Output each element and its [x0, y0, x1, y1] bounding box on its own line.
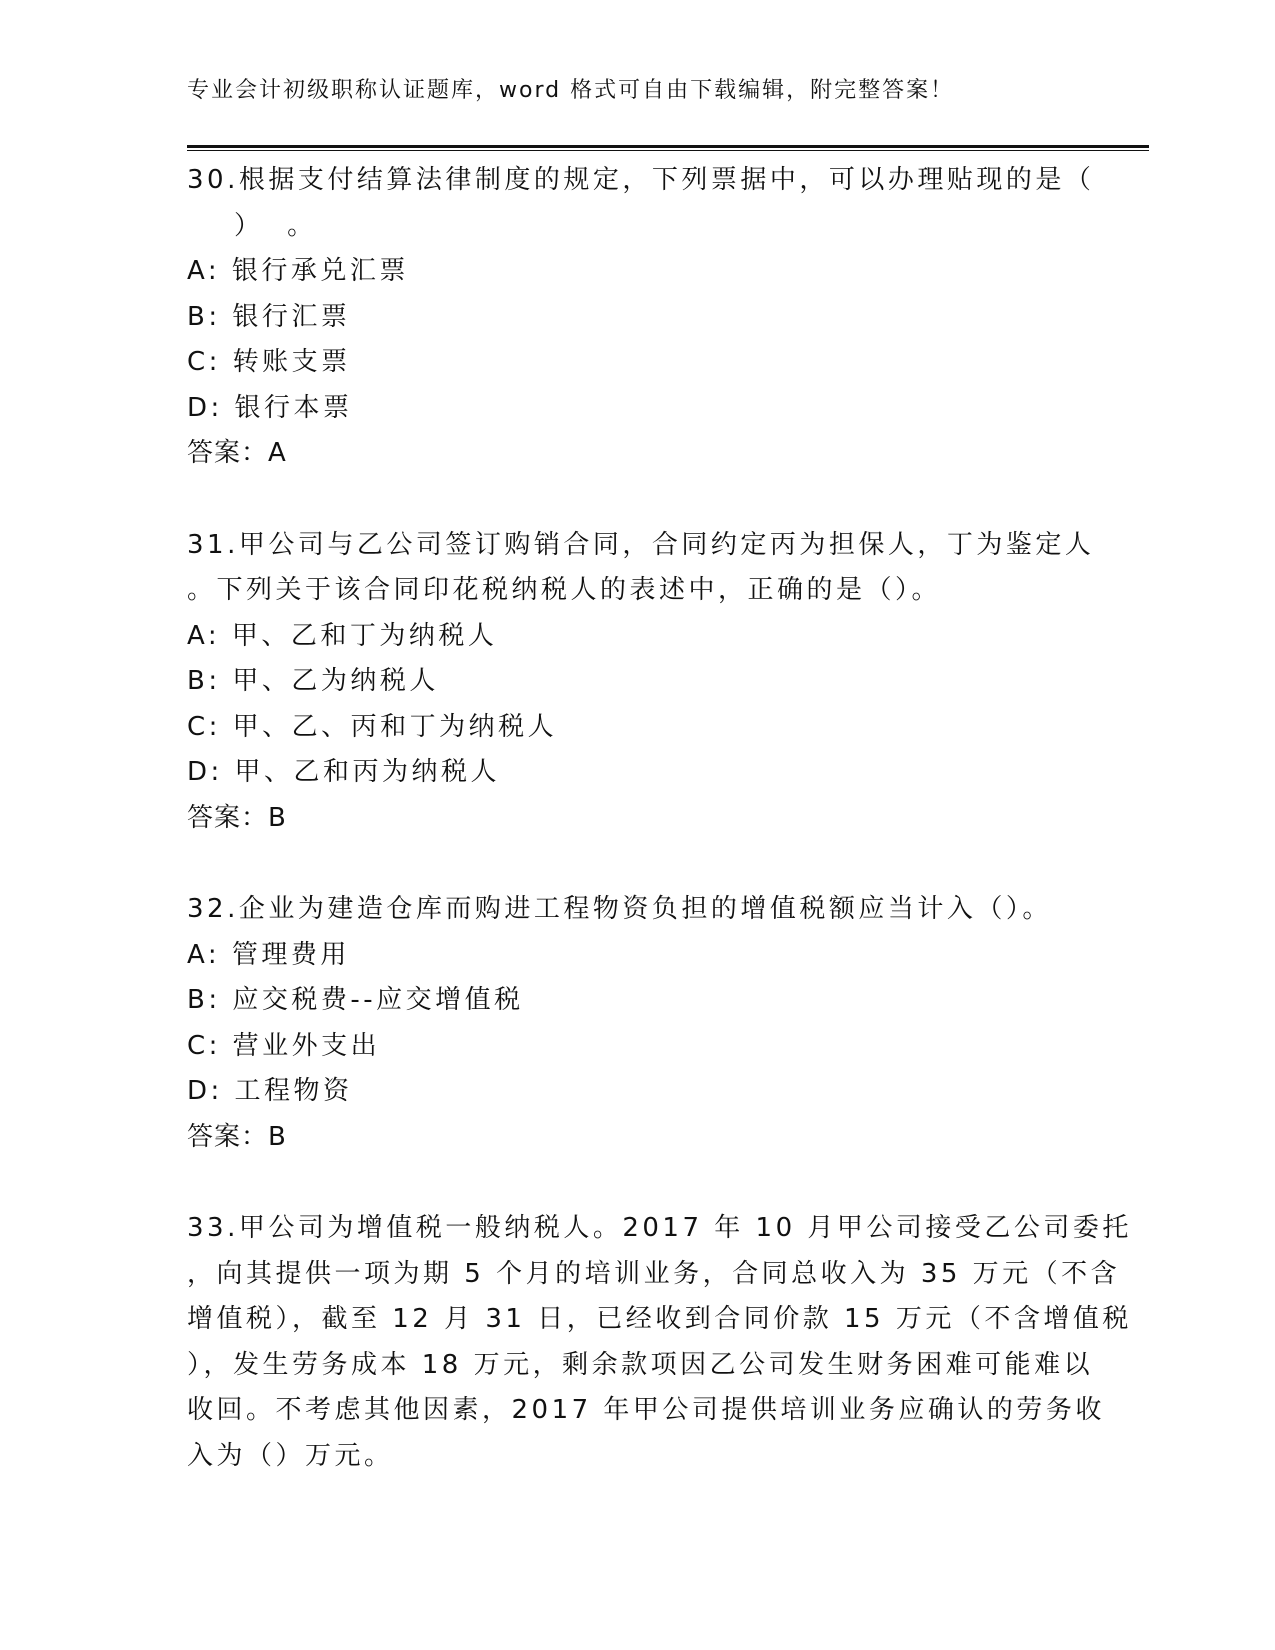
question-list: [187, 158, 1132, 1525]
question-text-line: ），发生劳务成本 18 万元，剩余款项因乙公司发生财务困难可能难以: [187, 1349, 1094, 1380]
question-32: [187, 887, 1087, 1160]
option-b: B: 银行汇票: [187, 301, 351, 332]
question-33: [187, 1206, 1132, 1479]
question-text-line: ，向其提供一项为期 5 个月的培训业务，合同总收入为 35 万元（不含: [187, 1258, 1121, 1289]
question-30: [187, 158, 1095, 477]
option-a: A: 甲、乙和丁为纳税人: [187, 620, 498, 651]
question-text-line: 。下列关于该合同印花税纳税人的表述中，正确的是（）。: [187, 575, 942, 605]
answer: 答案：B: [187, 1121, 287, 1152]
option-b: B: 应交税费--应交增值税: [187, 985, 524, 1015]
option-d: D: 银行本票: [187, 392, 353, 423]
answer: 答案：B: [187, 802, 287, 833]
question-text-line: 增值税），截至 12 月 31 日，已经收到合同价款 15 万元（不含增值税: [187, 1304, 1132, 1334]
question-text-line: 31.甲公司与乙公司签订购销合同，合同约定丙为担保人，丁为鉴定人: [187, 529, 1095, 560]
option-c: C: 转账支票: [187, 347, 351, 377]
option-d: D: 甲、乙和丙为纳税人: [187, 757, 501, 787]
question-text-line: ） 。: [187, 210, 317, 241]
option-b: B: 甲、乙为纳税人: [187, 666, 439, 696]
option-c: C: 甲、乙、丙和丁为纳税人: [187, 711, 558, 742]
question-text-line: 收回。不考虑其他因素，2017 年甲公司提供培训业务应确认的劳务收: [187, 1395, 1105, 1425]
header-rule-thin: [187, 150, 1149, 151]
question-text-line: 32.企业为建造仓库而购进工程物资负担的增值税额应当计入（）。: [187, 894, 1052, 924]
question-text-line: 入为（）万元。: [187, 1440, 394, 1471]
header-rule-thick: [187, 145, 1149, 148]
option-a: A: 银行承兑汇票: [187, 256, 409, 286]
header-note: 专业会计初级职称认证题库，word 格式可自由下载编辑，附完整答案！: [187, 78, 955, 103]
question-text-line: 30.根据支付结算法律制度的规定，下列票据中，可以办理贴现的是（: [187, 165, 1095, 195]
question-text-line: 33.甲公司为增值税一般纳税人。2017 年 10 月甲公司接受乙公司委托: [187, 1213, 1132, 1243]
option-c: C: 营业外支出: [187, 1030, 381, 1061]
option-d: D: 工程物资: [187, 1076, 353, 1106]
option-a: A: 管理费用: [187, 939, 350, 970]
question-31: [187, 523, 1095, 842]
answer: 答案：A: [187, 438, 287, 468]
